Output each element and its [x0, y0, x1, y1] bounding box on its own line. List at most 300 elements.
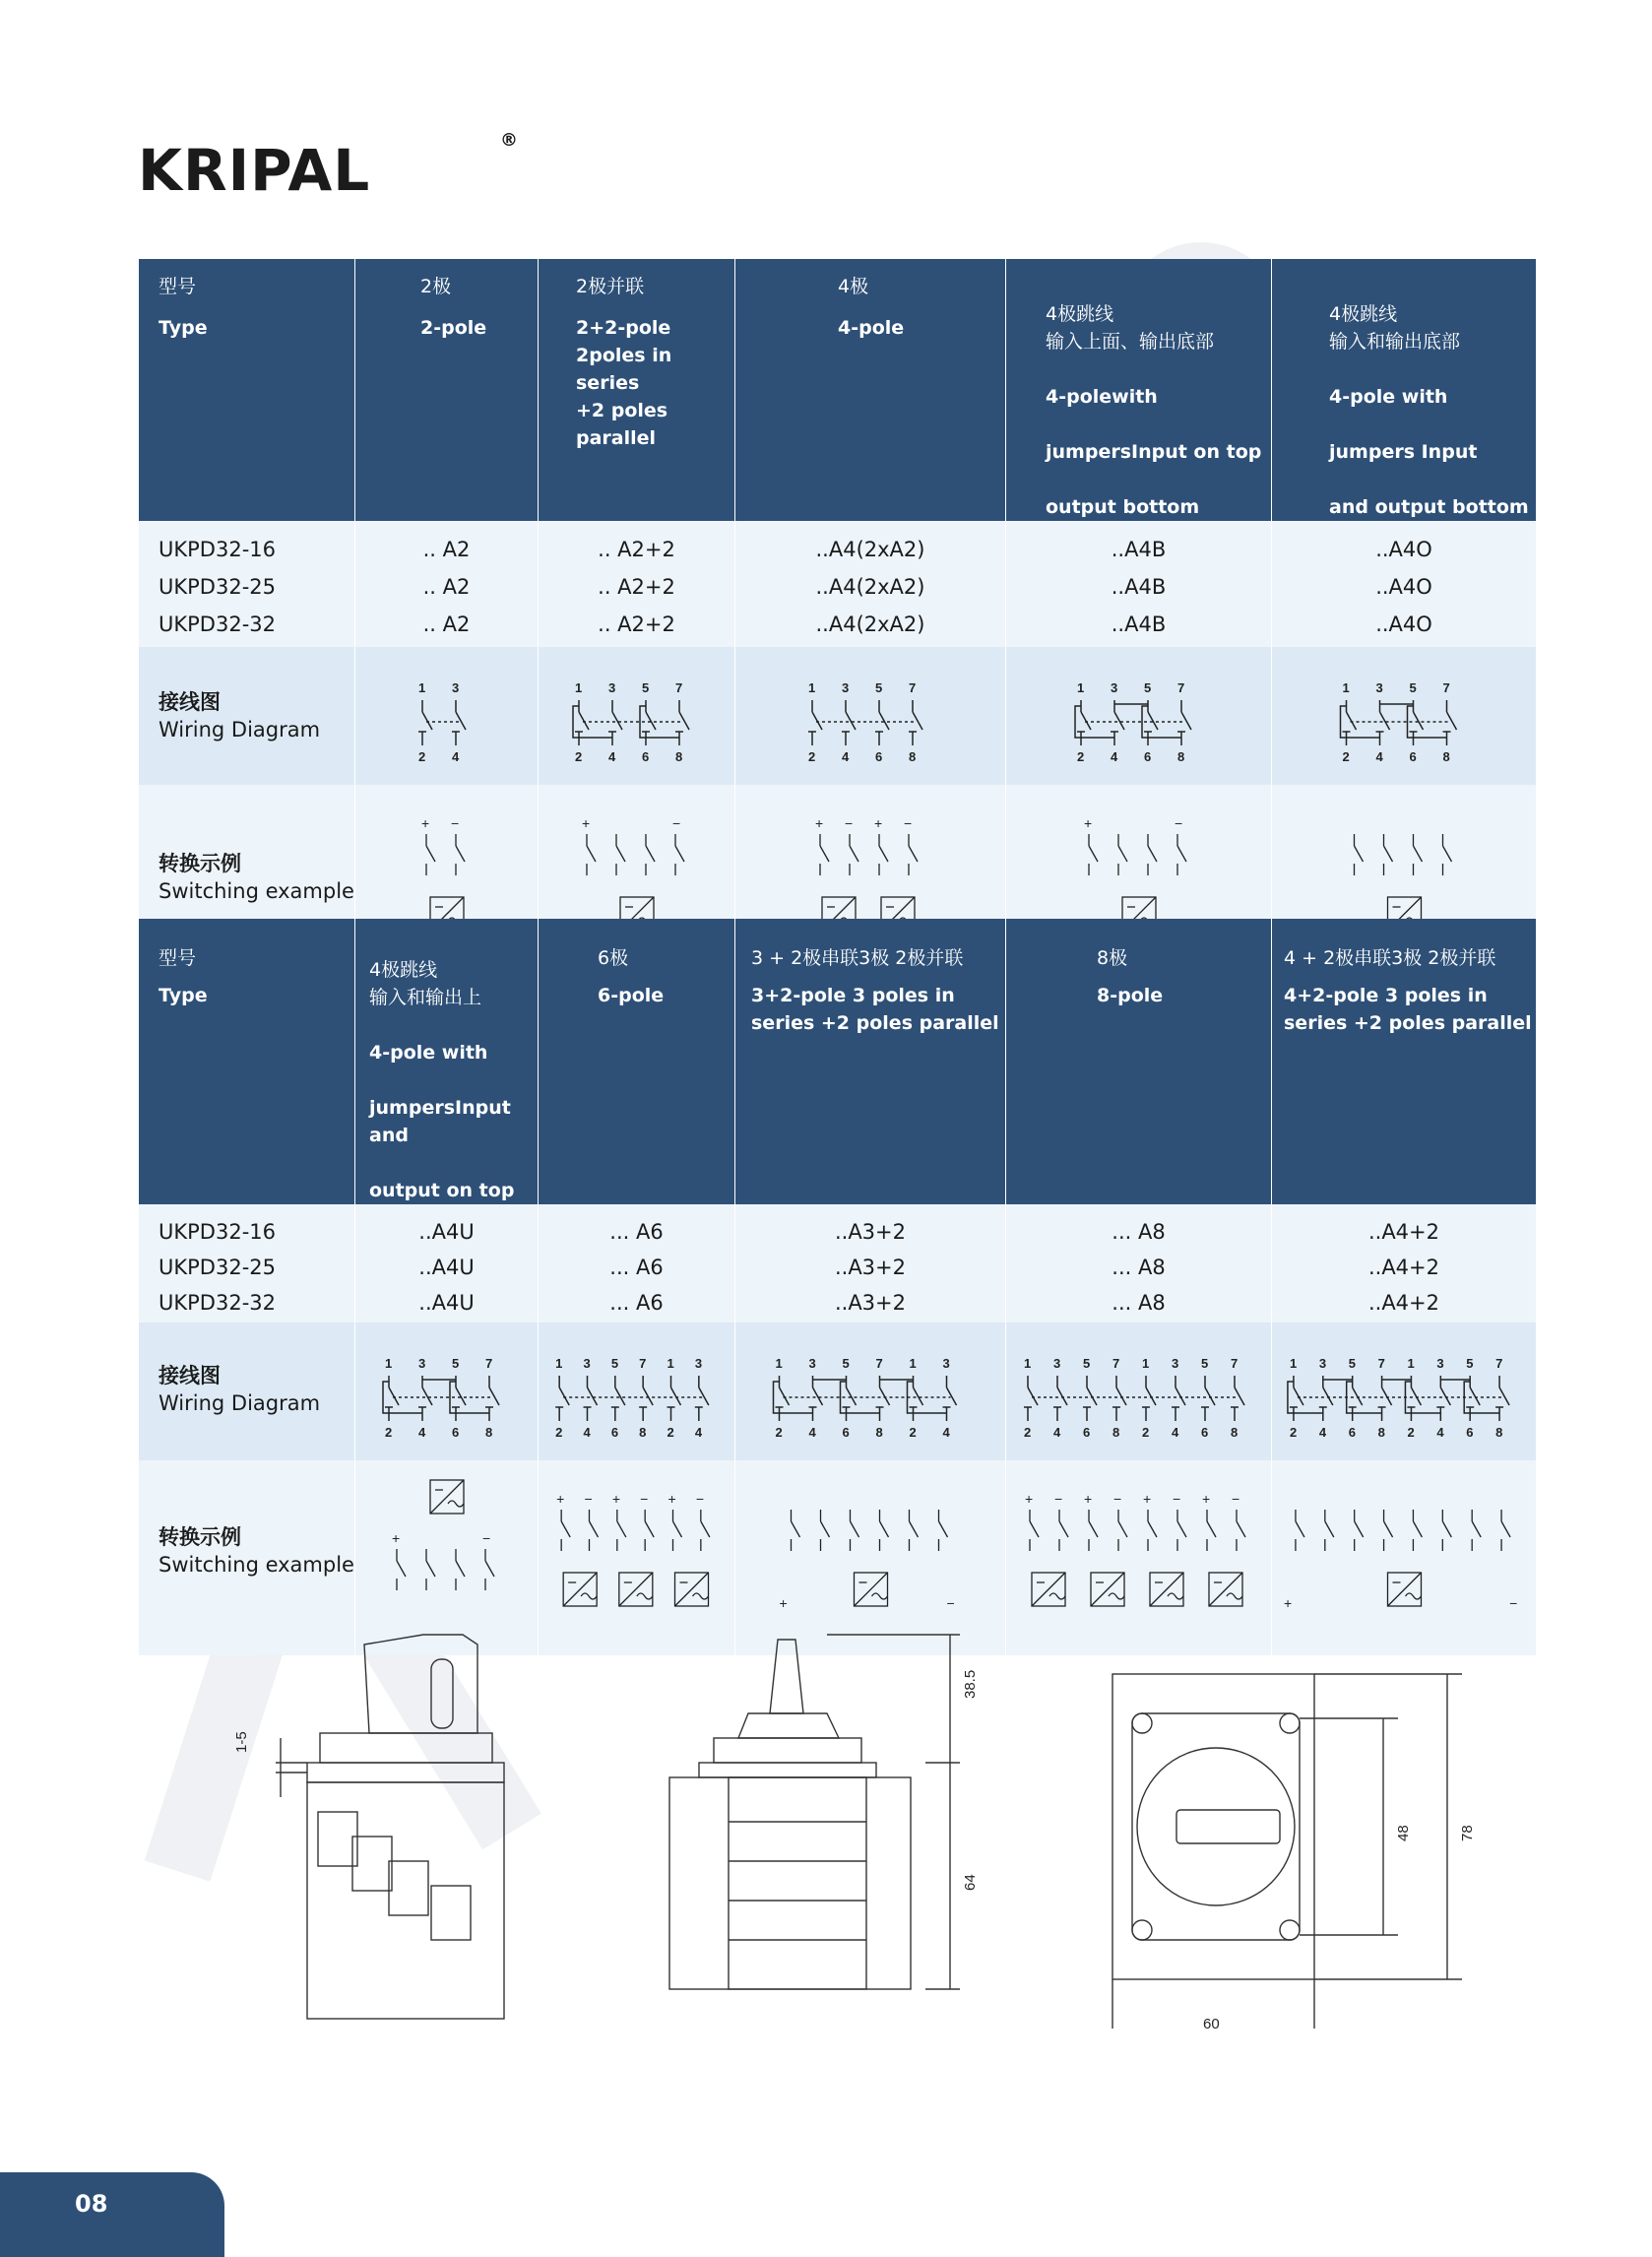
terminal-number: 1	[1024, 1356, 1032, 1371]
wiring-lines	[1024, 1376, 1244, 1421]
terminal-number: 2	[808, 749, 816, 764]
terminal-number: 6	[641, 749, 649, 764]
terminal-number: 3	[1375, 680, 1383, 695]
load-diagonal	[1150, 1573, 1183, 1606]
cell-value: ... A6	[609, 1291, 664, 1315]
polarity-sign: −	[1174, 815, 1182, 831]
terminal-number: 2	[1289, 1425, 1298, 1440]
terminal-number: 2	[909, 1425, 917, 1440]
contact-blade	[1346, 712, 1356, 730]
wiring-diagram-4pole	[736, 647, 1004, 785]
model-cell	[139, 521, 355, 647]
top-view-drawing	[1112, 1674, 1462, 2029]
terminal-number: 4	[1172, 1425, 1179, 1440]
cell-value: ..A4U	[418, 1220, 475, 1244]
contact-blade	[1323, 1387, 1333, 1405]
terminal-number: 5	[1409, 680, 1417, 695]
switch-blade	[456, 1561, 465, 1577]
model-name: UKPD32-32	[159, 613, 276, 636]
polarity-sign: +	[1025, 1491, 1034, 1507]
col-en: jumpersInput and	[369, 1097, 511, 1146]
contact-blade	[588, 1387, 598, 1405]
switch-lines	[561, 1510, 710, 1606]
polarity-sign: −	[845, 815, 854, 831]
cell-value: ..A4+2	[1367, 1291, 1440, 1315]
wiring-diagram-4o	[1273, 647, 1536, 785]
terminal-number: 4	[942, 1425, 950, 1440]
cell-value: ..A3+2	[834, 1220, 907, 1244]
col-cn: 4极跳线 输入上面、输出底部	[1046, 303, 1215, 353]
contact-blade	[615, 1387, 625, 1405]
col-en: series +2 poles parallel	[1284, 1012, 1532, 1034]
load-diagonal	[563, 1573, 597, 1606]
contact-blade	[1205, 1387, 1215, 1405]
terminal-number: 4	[1053, 1425, 1061, 1440]
value-cell	[1006, 1204, 1272, 1322]
terminal-number: 6	[1466, 1425, 1474, 1440]
contact-blade	[1081, 712, 1091, 730]
terminal-number: 1	[1407, 1356, 1415, 1371]
switch-blade	[646, 846, 655, 862]
load-wave	[693, 1593, 709, 1599]
switch-lines	[1089, 834, 1186, 931]
terminal-number: 5	[641, 680, 649, 695]
polarity-sign: +	[1083, 815, 1092, 831]
terminal-number: 6	[875, 749, 883, 764]
switch-blade	[1177, 1521, 1186, 1537]
contact-blade	[646, 712, 656, 730]
wiring-diagram-2pole	[358, 647, 536, 785]
wiring-lines	[774, 1376, 957, 1421]
terminal-number: 5	[842, 1356, 850, 1371]
terminal-number: 3	[451, 680, 459, 695]
cell-value: ..A4(2xA2)	[815, 613, 925, 636]
polarity-sign: +	[556, 1491, 565, 1507]
switch-blade	[850, 846, 858, 862]
front-view-drawing	[669, 1635, 960, 1989]
wiring-label-cn: 接线图	[159, 1364, 221, 1387]
terminal-number: 3	[942, 1356, 950, 1371]
wiring-diagram-8pole	[1006, 1322, 1272, 1460]
polarity-sign: −	[482, 1530, 491, 1546]
switch-blade	[673, 1521, 682, 1537]
load-wave	[872, 1593, 888, 1599]
switch-blade	[1384, 1521, 1393, 1537]
switch-blade	[879, 846, 888, 862]
polarity-signs	[392, 1530, 490, 1546]
polarity-sign: −	[904, 815, 913, 831]
page-number-tab	[0, 2172, 224, 2257]
terminal-number: 2	[1142, 1425, 1150, 1440]
col-en: 2-pole	[420, 317, 487, 339]
contact-blade	[1057, 1387, 1067, 1405]
col-en: jumpersInput on top	[1046, 441, 1262, 463]
terminal-number: 1	[667, 1356, 674, 1371]
contact-blade	[1114, 712, 1124, 730]
spec-table-2	[138, 919, 1537, 1655]
polarity-sign: −	[1173, 1491, 1181, 1507]
contact-blade	[913, 712, 922, 730]
col-cn: 8极	[1097, 947, 1128, 969]
polarity-sign: −	[584, 1491, 593, 1507]
switch-blade	[1413, 1521, 1422, 1537]
contact-blade	[1028, 1387, 1038, 1405]
model-name: UKPD32-16	[159, 538, 276, 561]
switch-blade	[397, 1561, 406, 1577]
col-cn: 4极	[838, 276, 869, 297]
load-diagonal	[619, 1573, 653, 1606]
load-diagonal	[675, 1573, 709, 1606]
switch-lines	[820, 834, 918, 931]
spec-table-1	[138, 259, 1537, 980]
col-en: 4-polewith	[1046, 386, 1158, 408]
col-cn: 2极	[420, 276, 452, 297]
contact-blade	[1446, 712, 1456, 730]
contact-blade	[1413, 712, 1423, 730]
polarity-signs	[1284, 1595, 1517, 1611]
switch-blade	[616, 846, 625, 862]
contact-blade	[559, 1387, 569, 1405]
polarity-sign: +	[1202, 1491, 1211, 1507]
contact-blade	[780, 1387, 790, 1405]
col-cn: 4极跳线 输入和输出上	[369, 959, 482, 1008]
switch-lines	[1030, 1510, 1245, 1606]
polarity-sign: −	[640, 1491, 649, 1507]
brand-logo	[138, 130, 518, 205]
wiring-lines	[418, 700, 466, 745]
terminal-number: 8	[1495, 1425, 1503, 1440]
dim-label: 60	[1203, 2016, 1220, 2029]
terminal-number: 8	[485, 1425, 493, 1440]
polarity-sign: +	[392, 1530, 401, 1546]
wiring-lines	[383, 1376, 499, 1421]
cell-value: .. A2+2	[598, 575, 675, 599]
cell-value: .. A2	[422, 613, 471, 636]
value-cell	[735, 521, 1006, 647]
switch-blade	[1177, 846, 1186, 862]
terminal-number: 8	[1112, 1425, 1120, 1440]
terminal-number: 5	[1143, 680, 1151, 695]
registered-mark: ®	[500, 130, 518, 151]
col-cn: 4极跳线 输入和输出底部	[1329, 303, 1461, 353]
wiring-label-en: Wiring Diagram	[159, 1391, 321, 1415]
contact-blade	[1411, 1387, 1421, 1405]
col-cn: 2极并联	[576, 276, 645, 297]
contact-blade	[1148, 712, 1158, 730]
value-cell	[355, 1204, 539, 1322]
switch-lines	[1354, 834, 1451, 931]
wiring-cell	[1006, 1322, 1272, 1460]
header-col	[355, 919, 539, 1204]
contact-blade	[699, 1387, 709, 1405]
switch-blade	[1296, 1521, 1304, 1537]
terminal-number: 3	[1110, 680, 1117, 695]
cell-value: ..A4+2	[1367, 1256, 1440, 1279]
col-en: 8-pole	[1097, 985, 1164, 1006]
contact-blade	[846, 712, 856, 730]
contact-blade	[1379, 712, 1389, 730]
contact-blade	[1440, 1387, 1450, 1405]
wiring-label-cell	[139, 647, 355, 785]
contact-blade	[579, 712, 589, 730]
switch-blade	[617, 1521, 626, 1537]
wiring-diagram-6pole	[539, 1322, 735, 1460]
terminal-number: 1	[1076, 680, 1084, 695]
contact-blade	[914, 1387, 923, 1405]
terminal-number: 7	[1176, 680, 1184, 695]
cell-value: .. A2+2	[598, 613, 675, 636]
wiring-lines	[1288, 1376, 1509, 1421]
switch-blade	[820, 846, 829, 862]
polarity-signs	[1084, 815, 1182, 831]
load-diagonal	[1209, 1573, 1242, 1606]
col-en: 4-pole	[838, 317, 905, 339]
terminal-number: 5	[1348, 1356, 1356, 1371]
switch-blade	[675, 846, 684, 862]
wiring-diagram-3plus2	[735, 1322, 1006, 1460]
switch-blade	[880, 1521, 889, 1537]
contact-blade	[1382, 1387, 1392, 1405]
terminal-number: 7	[1377, 1356, 1385, 1371]
terminal-number: 4	[1436, 1425, 1444, 1440]
polarity-sign: +	[667, 1491, 676, 1507]
terminal-number: 3	[418, 1356, 426, 1371]
contact-blade	[389, 1387, 399, 1405]
cell-value: .. A2	[422, 575, 471, 599]
col-cn: 4 + 2极串联3极 2极并联	[1284, 947, 1496, 969]
terminal-number: 8	[639, 1425, 647, 1440]
terminal-number: 4	[583, 1425, 591, 1440]
table-header-row	[139, 919, 1537, 1204]
contact-blade	[456, 1387, 466, 1405]
header-col	[1006, 919, 1272, 1204]
terminal-number: 6	[610, 1425, 619, 1440]
switch-blade	[1354, 846, 1363, 862]
terminal-number: 3	[1172, 1356, 1179, 1371]
load-wave	[448, 1501, 464, 1507]
model-cell	[139, 1204, 355, 1322]
switch-blade	[561, 1521, 570, 1537]
terminal-number: 2	[1076, 749, 1084, 764]
terminal-number: 2	[574, 749, 582, 764]
cell-value: .. A2+2	[598, 538, 675, 561]
cell-value: ... A8	[1112, 1291, 1166, 1315]
polarity-sign: +	[420, 815, 429, 831]
wiring-cell	[539, 1322, 735, 1460]
wiring-label-cn: 接线图	[159, 690, 221, 714]
terminal-number: 7	[909, 680, 917, 695]
terminal-number: 4	[808, 1425, 816, 1440]
load-diagonal	[1091, 1573, 1124, 1606]
terminal-number: 7	[1112, 1356, 1120, 1371]
value-cell	[355, 521, 539, 647]
header-col	[1006, 259, 1272, 521]
wiring-diagram-2plus2	[540, 647, 734, 785]
terminal-number: 8	[1377, 1425, 1385, 1440]
switch-label-en: Switching example	[159, 1553, 354, 1577]
polarity-sign: +	[815, 815, 824, 831]
terminal-number: 1	[385, 1356, 393, 1371]
load-wave	[637, 1593, 653, 1599]
switch-blade	[1325, 1521, 1334, 1537]
switch-label-en: Switching example	[159, 879, 354, 903]
contact-blade	[1146, 1387, 1156, 1405]
switch-lines	[792, 1510, 948, 1606]
load-wave	[1168, 1593, 1183, 1599]
value-cell	[539, 521, 735, 647]
polarity-signs	[780, 1595, 955, 1611]
contact-blade	[1470, 1387, 1480, 1405]
value-cell	[1272, 1204, 1537, 1322]
wiring-row	[139, 647, 1537, 785]
cell-value: ..A4B	[1111, 575, 1167, 599]
header-col	[539, 919, 735, 1204]
type-label-en: Type	[159, 317, 208, 339]
wiring-lines	[1340, 700, 1456, 745]
col-en: 2poles in series	[576, 345, 672, 394]
switch-blade	[590, 1521, 599, 1537]
value-cell	[1272, 521, 1537, 647]
terminal-number: 3	[1053, 1356, 1061, 1371]
terminal-number: 2	[1407, 1425, 1415, 1440]
polarity-signs	[421, 815, 459, 831]
terminal-number: 4	[451, 749, 459, 764]
contact-blade	[1175, 1387, 1185, 1405]
wiring-lines	[573, 700, 689, 745]
header-type	[139, 259, 355, 521]
terminal-number: 4	[1110, 749, 1117, 764]
contact-blade	[879, 712, 889, 730]
terminal-number: 2	[385, 1425, 393, 1440]
wiring-diagram-4b	[1007, 647, 1271, 785]
terminal-number: 6	[1083, 1425, 1091, 1440]
switch-blade	[1501, 1521, 1510, 1537]
cell-value: ..A4(2xA2)	[815, 538, 925, 561]
switch-blade	[426, 846, 435, 862]
terminal-number: 1	[417, 680, 425, 695]
brand-name: KRIPAL	[138, 137, 371, 204]
cell-value: ..A4+2	[1367, 1220, 1440, 1244]
value-cell	[539, 1204, 735, 1322]
cell-value: ..A4O	[1375, 613, 1432, 636]
polarity-sign: −	[1232, 1491, 1240, 1507]
terminal-number: 4	[418, 1425, 426, 1440]
switch-blade	[701, 1521, 710, 1537]
polarity-sign: −	[1113, 1491, 1122, 1507]
polarity-signs	[1025, 1491, 1239, 1507]
terminal-number: 3	[607, 680, 615, 695]
switch-blade	[1383, 846, 1392, 862]
wiring-cell	[355, 1322, 539, 1460]
terminal-number: 6	[1409, 749, 1417, 764]
terminal-number: 1	[909, 1356, 917, 1371]
terminal-number: 6	[842, 1425, 850, 1440]
terminal-number: 5	[875, 680, 883, 695]
switch-blade	[1355, 1521, 1364, 1537]
switch-blade	[939, 1521, 948, 1537]
cell-value: ... A8	[1112, 1220, 1166, 1244]
cell-value: ..A3+2	[834, 1256, 907, 1279]
cell-value: .. A2	[422, 538, 471, 561]
side-view-drawing	[276, 1635, 504, 2019]
switch-blade	[485, 1561, 494, 1577]
switch-blade	[1089, 1521, 1098, 1537]
wiring-label-en: Wiring Diagram	[159, 718, 321, 742]
cell-value: ..A4B	[1111, 613, 1167, 636]
load-wave	[1406, 1593, 1422, 1599]
terminal-number: 7	[639, 1356, 647, 1371]
contact-blade	[612, 712, 622, 730]
contact-blade	[1087, 1387, 1097, 1405]
terminal-number: 5	[1201, 1356, 1209, 1371]
switch-blade	[1118, 1521, 1127, 1537]
terminal-number: 5	[1466, 1356, 1474, 1371]
polarity-sign: +	[611, 1491, 621, 1507]
cell-value: ... A8	[1112, 1256, 1166, 1279]
terminal-number: 7	[1231, 1356, 1239, 1371]
header-col	[355, 259, 539, 521]
switch-blade	[1413, 846, 1422, 862]
terminal-number: 2	[417, 749, 425, 764]
switch-blade	[821, 1521, 830, 1537]
header-col	[735, 259, 1006, 521]
header-col	[1272, 259, 1537, 521]
col-en: +2 poles parallel	[576, 400, 668, 449]
polarity-sign: −	[695, 1491, 705, 1507]
terminal-number: 1	[1142, 1356, 1150, 1371]
switch-blade	[645, 1521, 654, 1537]
contact-blade	[671, 1387, 681, 1405]
col-cn: 3 + 2极串联3极 2极并联	[751, 947, 964, 969]
col-en: series +2 poles parallel	[751, 1012, 999, 1034]
switch-blade	[909, 846, 918, 862]
load-wave	[581, 1593, 597, 1599]
col-en: output bottom	[1046, 496, 1200, 518]
terminal-number: 7	[485, 1356, 493, 1371]
wiring-cell	[1272, 1322, 1537, 1460]
switch-blade	[1237, 1521, 1245, 1537]
terminal-number: 1	[555, 1356, 563, 1371]
col-en: jumpers Input	[1329, 441, 1478, 463]
terminal-number: 7	[1442, 680, 1450, 695]
contact-blade	[422, 1387, 432, 1405]
terminal-number: 5	[1083, 1356, 1091, 1371]
col-en: 4-pole with	[1329, 386, 1448, 408]
switch-label-cn: 转换示例	[159, 1525, 241, 1549]
terminal-number: 7	[875, 1356, 883, 1371]
switch-blade	[1472, 1521, 1481, 1537]
switch-lines	[587, 834, 684, 931]
contact-blade	[813, 1387, 823, 1405]
load-wave	[1049, 1593, 1065, 1599]
col-en: and output bottom	[1329, 496, 1529, 518]
terminal-number: 4	[1318, 1425, 1327, 1440]
contact-blade	[422, 712, 432, 730]
polarity-signs	[556, 1491, 704, 1507]
terminal-number: 3	[808, 1356, 816, 1371]
dim-label: 64	[962, 1874, 979, 1891]
switch-blade	[1442, 846, 1451, 862]
terminal-number: 8	[674, 749, 682, 764]
wiring-row	[139, 1322, 1537, 1460]
type-label-cn: 型号	[159, 276, 197, 297]
contact-blade	[1181, 712, 1191, 730]
model-name: UKPD32-16	[159, 1220, 276, 1244]
terminal-number: 6	[1201, 1425, 1209, 1440]
wiring-lines	[808, 700, 922, 745]
polarity-sign: −	[450, 815, 459, 831]
cell-value: ..A4U	[418, 1291, 475, 1315]
